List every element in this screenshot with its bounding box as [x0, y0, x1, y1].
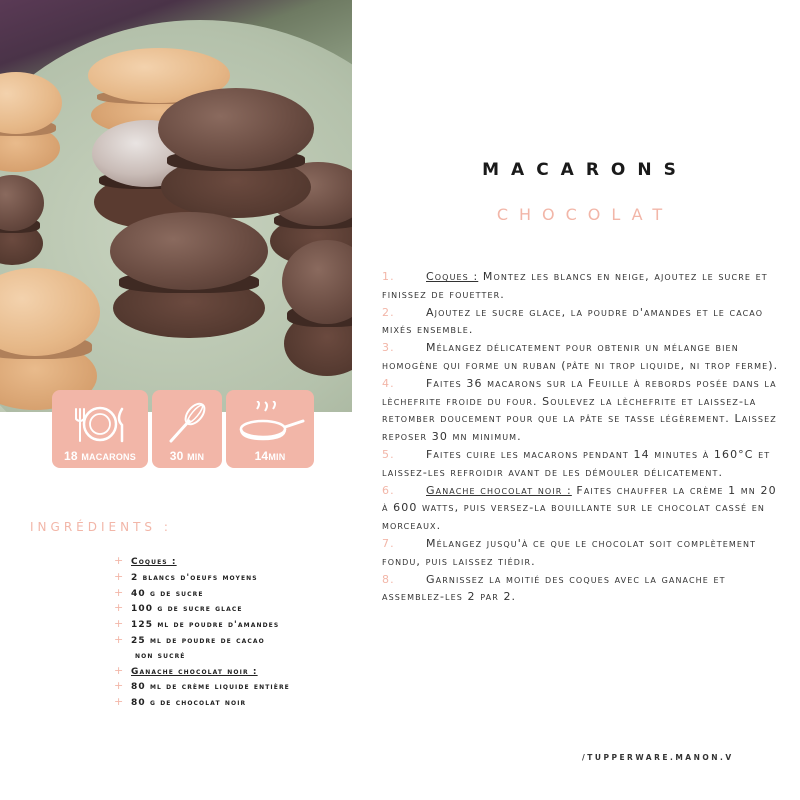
recipe-info-bar — [52, 390, 314, 468]
step: 6. Ganache chocolat noir : Faites chauffer la crème 1 mn 20 à 600 watts, puis versez-la bouillante sur le chocolat cassé en morceaux. — [382, 483, 777, 533]
instructions — [382, 268, 782, 606]
prep-time-badge: 30 MIN — [152, 390, 222, 468]
macaron — [158, 88, 314, 218]
plus-icon: + — [114, 554, 125, 567]
footer-handle: /TUPPERWARE.MANON.V — [582, 753, 734, 762]
step: 5. Faites cuire les macarons pendant 14 minutes à 160°C et laissez-les refroidir avant de les démouler délicatement. — [382, 447, 771, 479]
plus-icon: + — [114, 601, 125, 615]
macarons-photo — [0, 0, 352, 412]
list-item: + 125 ml de poudre d'amandes — [114, 617, 280, 631]
step: 1. Coques : Montez les blancs en neige, ajoutez le sucre et finissez de fouetter. — [382, 270, 768, 301]
plate-cutlery-icon — [68, 403, 132, 445]
list-item: + 2 blancs d'oeufs moyens — [114, 569, 258, 583]
ingredients-title: INGRÉDIENTS : — [30, 520, 172, 534]
macaron — [282, 240, 352, 376]
whisk-icon — [165, 401, 209, 445]
list-item: + Coques : — [114, 554, 177, 567]
list-item: + 25 ml de poudre de cacao — [114, 632, 265, 646]
recipe-title: MACARONS — [482, 160, 688, 180]
list-item: + 40 g de sucre — [114, 585, 204, 599]
cook-time-badge: 14MIN — [226, 390, 314, 468]
plus-icon: + — [114, 679, 125, 693]
ingredients-list — [114, 554, 290, 711]
macaron — [0, 175, 44, 265]
step: 2. Ajoutez le sucre glace, la poudre d'amandes et le cacao mixés ensemble. — [382, 305, 764, 337]
macaron — [0, 268, 100, 410]
step: 8. Garnissez la moitié des coques avec la ganache et assemblez-les 2 par 2. — [382, 572, 726, 604]
list-item: + 80 g de chocolat noir — [114, 695, 247, 709]
plus-icon: + — [114, 632, 125, 646]
plus-icon: + — [114, 695, 125, 709]
list-item: + 100 g de sucre glace — [114, 601, 243, 615]
plus-icon: + — [114, 617, 125, 631]
step: 3. Mélangez délicatement pour obtenir un mélange bien homogène qui forme un ruban (pâte ni trop liquide, ni trop ferme). — [382, 341, 779, 372]
list-item: non sucré — [135, 650, 186, 661]
step: 4. Faites 36 macarons sur la Feuille à rebords posée dans la lèchefrite froide du four. Soulevez la lèchefrite et laissez-la retomber doucement pour que la pâte se tasse légèrement. Laissez reposer 30 mn minimum. — [382, 376, 777, 444]
plus-icon: + — [114, 585, 125, 599]
step: 7. Mélangez jusqu'à ce que le chocolat soit complètement fondu, puis laissez tiédir. — [382, 536, 757, 568]
pan-icon — [235, 401, 305, 445]
plus-icon: + — [114, 569, 125, 583]
list-item: + 80 ml de crème liquide entière — [114, 679, 290, 693]
servings-badge: 18 MACARONS — [52, 390, 148, 468]
macaron — [110, 212, 268, 338]
plus-icon: + — [114, 663, 125, 677]
recipe-subtitle: CHOCOLAT — [496, 205, 674, 224]
macaron — [0, 72, 62, 172]
list-item: + Ganache chocolat noir : — [114, 663, 258, 677]
